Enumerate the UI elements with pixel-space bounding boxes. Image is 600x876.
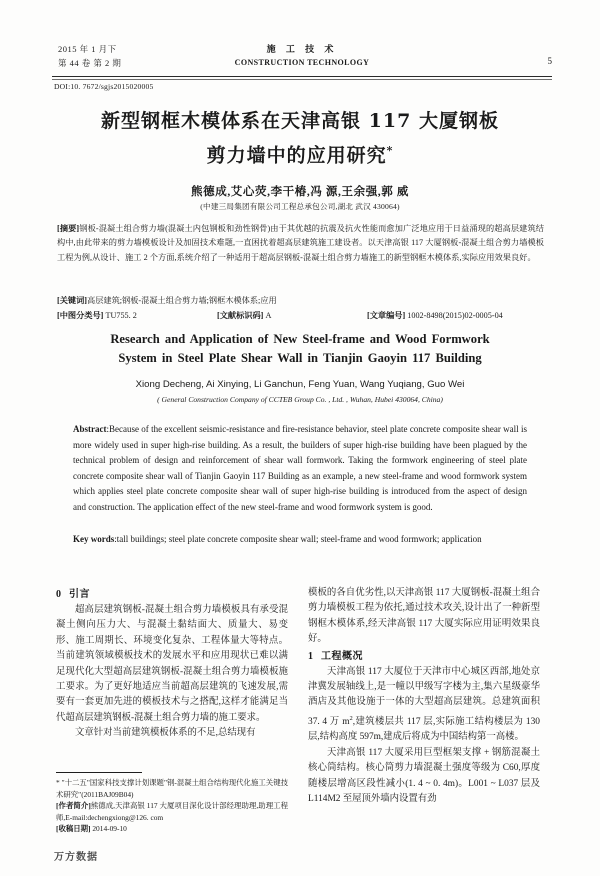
section-1-title: 工程概况 [321, 650, 363, 662]
keywords-en-separator: : [114, 534, 117, 544]
received-date-value: 2014-09-10 [92, 824, 127, 834]
header-rule-thin [52, 76, 552, 77]
body-column-left [56, 586, 288, 742]
article-id [367, 309, 544, 323]
section-1-number: 1 [308, 650, 314, 662]
received-date [56, 823, 288, 835]
article-id-value: 1002-8498(2015)02-0005-04 [407, 311, 503, 320]
title-cn [60, 106, 540, 170]
header-rule-thick [52, 79, 552, 81]
author-bio-text: 熊德成,天津高银 117 大厦项目深化设计部经理助理,助理工程师,E-mail:dechengxiong@126. com [56, 801, 288, 822]
section-0-paragraph-2-left: 文章针对当前建筑模板体系的不足,总结现有 [75, 728, 256, 739]
section-0-paragraph-1: 超高层建筑钢板-混凝土组合剪力墙模板具有承受混凝土侧向压力大、与混凝土黏结面大、质量大、易变形、施工周期长、环境变化复杂、工程体量大等特点。当前建筑领域模板技术的发展水平和应用现状已难以满足现代化大型超高层建筑钢板-混凝土组合剪力墙模板施工要求。为了更好地适应当前超高层建筑的飞速发展,需要有一套更加先进的模板技术与之搭配,这样才能满足当代超高层建筑钢板-混凝土组合剪力墙的施工要求。 [56, 605, 288, 723]
title-en [60, 330, 540, 368]
keywords-cn [57, 294, 544, 308]
abstract-cn-label: [摘要] [57, 224, 80, 233]
clc-label: [中图分类号] [57, 311, 104, 320]
title-cn-line2 [60, 136, 540, 170]
section-1-paragraph-2: 天津高银 117 大厦采用巨型框架支撑 + 钢筋混凝土核心筒结构。核心筒剪力墙混凝土强度等级为 C60,厚度随楼层增高区段性减小(1. 4 ~ 0. 4m)。L001 ~ L037 层及 L114M2 至屋顶外墙内设置有劲 [308, 747, 540, 804]
section-0-number: 0 [56, 589, 62, 600]
article-id-label: [文章编号] [367, 311, 406, 320]
abstract-cn-text: 钢板-混凝土组合剪力墙(混凝土内包钢板和劲性钢骨)由于其优越的抗震及抗火性能而愈加广泛地应用于日益涌现的超高层建筑结构中,由此带来的剪力墙模板设计及加固技术难题,一直困扰着超高层建筑施工建设者。以天津高银 117 大厦钢板-混凝土组合剪力墙模板工程为例,从设计、施工 2 个方面,系统介绍了一种适用于超高层钢板-混凝土组合剪力墙施工的新型钢框木模体系,实际应用效果良好。 [57, 224, 544, 262]
journal-name-cn: 施 工 技 术 [266, 44, 338, 54]
section-heading-0 [56, 586, 288, 603]
section-0-title: 引言 [69, 589, 90, 600]
keywords-cn-text: 高层建筑;钢板-混凝土组合剪力墙;钢框木模体系;应用 [87, 296, 277, 305]
section-1-paragraph-1 [308, 665, 540, 746]
fund-text: "十二五"国家科技支撑计划课题"钢-混凝土组合结构现代化施工关键技术研究"(2011BAJ09B04) [56, 778, 288, 799]
body-column-right [308, 586, 540, 807]
title-cn-line2-text: 剪力墙中的应用研究 [206, 144, 387, 167]
clc-value: TU755. 2 [105, 311, 137, 320]
abstract-en-label: Abstract [73, 424, 107, 434]
keywords-en-text: tall buildings; steel plate concrete composite shear wall; steel-frame and wood formwork; application [116, 534, 482, 544]
title-en-line2: System in Steel Plate Shear Wall in Tianjin Gaoyin 117 Building [118, 351, 482, 365]
journal-name-en: CONSTRUCTION TECHNOLOGY [234, 58, 370, 67]
wanfang-watermark: 万方数据 [54, 852, 98, 863]
doi-line: DOI:10. 7672/sgjs2015020005 [54, 82, 154, 91]
keywords-en-label: Key words [73, 534, 115, 544]
section-1-paragraph-1-b: ,建筑楼层共 117 层,实际施工结构楼层为 130 层,结构高度 597m,建成后将成为中国结构第一高楼。 [308, 716, 540, 743]
abstract-en-separator: : [106, 424, 110, 434]
author-bio [56, 800, 288, 823]
section-heading-1 [308, 648, 540, 665]
authors-en: Xiong Decheng, Ai Xinying, Li Ganchun, Feng Yuan, Wang Yuqiang, Guo Wei [135, 379, 465, 390]
keywords-cn-label: [关键词] [57, 296, 88, 305]
journal-name [52, 42, 552, 70]
clc-code [57, 309, 217, 323]
abstract-en-text: Because of the excellent seismic-resistance and fire-resistance behavior, steel plate concrete composite shear wall is more widely used in super high-rise building. As a result, the builders of super high-rise building have been plagued by the technical problem of design and reinforcement of shear wall formwork. Taking the formwork engineering of steel plate concrete composite shear wall of Tianjin Gaoyin 117 Building as an example, a new steel-frame and wood formwork system which applies steel plate concrete composite shear wall of super high-rise building is introduced from the aspect of design and construction. The application effect of the new steel-frame and wood formwork system is good. [73, 424, 527, 512]
fund-note [56, 777, 288, 800]
document-code-label: [文献标识码] [217, 311, 264, 320]
section-1-paragraph-1-a: 天津高银 117 大厦位于天津市中心城区西部,地处京津冀发展轴线上,是一幢以甲级写字楼为主,集六星级豪华酒店及其他设施于一体的大型超高层建筑。总建筑面积 37. 4 万 m [308, 666, 540, 727]
authors-cn: 熊德成,艾心荧,李干椿,冯 源,王余强,郭 威 [191, 186, 409, 198]
title-footnote-marker: * [386, 144, 394, 157]
footnote-rule [56, 772, 142, 773]
title-cn-line1: 新型钢框木模体系在天津高银 117 大厦钢板 [101, 110, 499, 132]
section-0-paragraph-2-right: 模板的各自优劣性,以天津高银 117 大厦钢板-混凝土组合剪力墙模板工程为依托,通过技术攻关,设计出了一种新型钢框木模体系,经天津高银 117 大厦实际应用证明效果良好。 [308, 588, 540, 645]
running-head [52, 42, 552, 76]
page-number: 5 [547, 56, 552, 66]
received-date-label: [收稿日期] [56, 824, 91, 834]
author-bio-label: [作者简介] [56, 801, 91, 811]
fund-marker: * [56, 778, 60, 787]
keywords-en [73, 532, 527, 548]
abstract-en [73, 422, 527, 516]
affiliation-cn: (中建三局集团有限公司工程总承包公司,湖北 武汉 430064) [200, 202, 400, 211]
issue-date: 2015 年 1 月下 [58, 44, 117, 54]
abstract-cn [57, 222, 544, 265]
affiliation-en: ( General Construction Company of CCTEB Group Co. , Ltd. , Wuhan, Hubei 430064, China) [157, 395, 443, 404]
classification-codes [57, 309, 544, 323]
title-en-line1: Research and Application of New Steel-frame and Wood Formwork [110, 332, 490, 346]
volume-issue: 第 44 卷 第 2 期 [58, 58, 122, 68]
document-code [217, 309, 367, 323]
area-unit-exponent: 2 [349, 714, 353, 722]
footnote-block [56, 777, 288, 835]
document-code-value: A [265, 311, 272, 320]
